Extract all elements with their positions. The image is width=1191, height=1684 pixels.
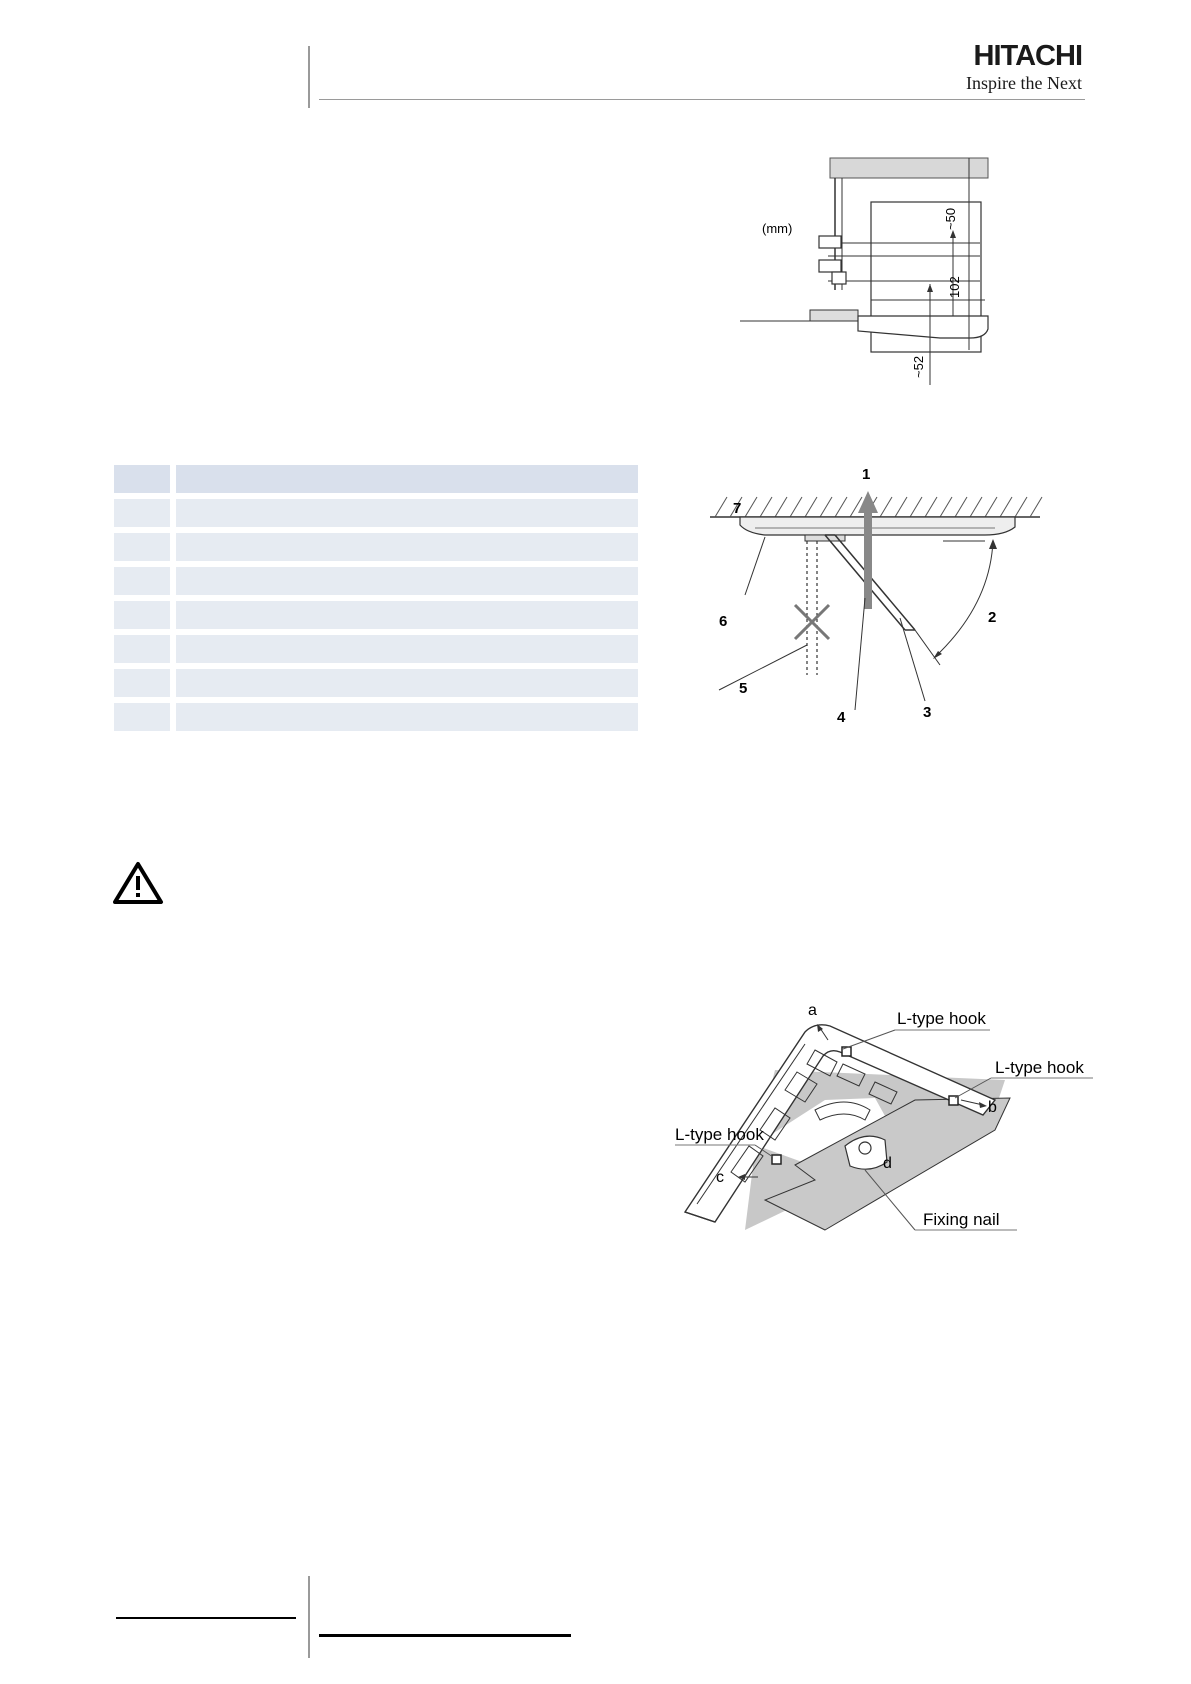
table-cell-text [170,669,638,697]
fixing-nail-label: Fixing nail [923,1210,1000,1229]
dim-mid-label: 102 [947,276,962,298]
label-a: a [808,1002,817,1019]
table-cell-num [114,533,170,561]
callout-5: 5 [739,680,748,697]
panel-installation-figure [695,455,1045,730]
table-row [114,669,638,697]
table-cell-text [170,635,638,663]
brand-tagline: Inspire the Next [966,73,1082,93]
table-row [114,601,638,629]
table-cell-num [114,703,170,731]
table-cell-num [114,567,170,595]
dim-top-label: ~50 [943,207,958,230]
table-cell-num [114,499,170,527]
callout-3: 3 [923,704,932,721]
hook-label-top: L-type hook [897,1009,986,1028]
callout-6: 6 [719,613,728,630]
table-cell-num [114,465,170,493]
mounting-dimension-figure [740,150,1010,390]
table-cell-text [170,703,638,731]
label-c: c [716,1169,724,1186]
table-row [114,533,638,561]
warning-triangle-icon [112,860,164,906]
callout-7: 7 [733,500,742,517]
header-rule [319,99,1085,100]
table-row [114,499,638,527]
table-cell-text [170,533,638,561]
callout-4: 4 [837,709,846,726]
callout-1: 1 [862,466,871,483]
table-cell-text [170,567,638,595]
unit-label: (mm) [762,221,793,236]
table-cell-text [170,601,638,629]
footer-rule-left [116,1617,296,1619]
hook-label-right: L-type hook [995,1058,1084,1077]
hook-label-left: L-type hook [675,1125,764,1144]
header-divider-vertical [308,46,310,108]
footer-divider-vertical [308,1576,310,1658]
table-row [114,635,638,663]
table-cell-text [170,465,638,493]
table-cell-num [114,635,170,663]
dim-bottom-label: ~52 [911,355,926,378]
table-cell-num [114,601,170,629]
table-cell-num [114,669,170,697]
label-d: d [883,1155,892,1172]
table-header-row [114,465,638,493]
hook-installation-figure [665,990,1095,1245]
label-b: b [988,1099,997,1116]
table-row [114,703,638,731]
table-cell-text [170,499,638,527]
brand-logo: HITACHI [973,40,1082,72]
parts-table [114,459,638,737]
callout-2: 2 [988,609,997,626]
footer-rule-right [319,1634,571,1637]
table-row [114,567,638,595]
